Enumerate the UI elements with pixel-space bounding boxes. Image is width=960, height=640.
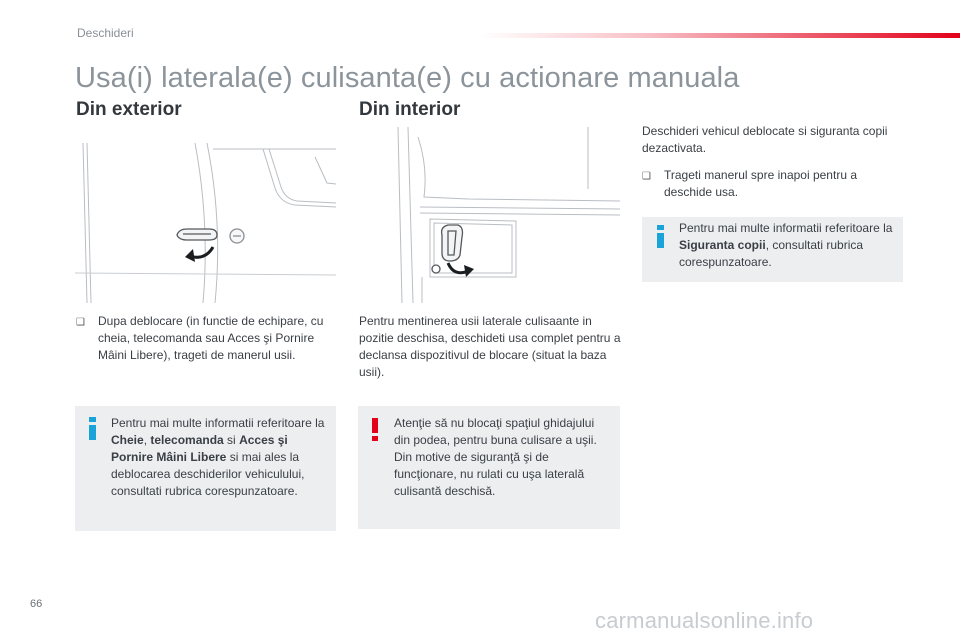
interior-warning-note-text: Atenţie să nu blocaţi spaţiul ghidajului din podea, pentru buna culisare a uşii. Din motive de siguranţă şi de funcţionare, nu rulati cu uşa laterală culisantă deschisă. — [394, 416, 597, 498]
right-step — [642, 167, 904, 201]
right-intro-text: Deschideri vehicul deblocate si siguranta copii dezactivata. — [642, 124, 888, 155]
header-accent-bar — [480, 33, 960, 38]
exterior-door-handle-illustration — [75, 143, 336, 303]
right-step-text: Trageti manerul spre inapoi pentru a deschide usa. — [664, 168, 857, 199]
info-icon — [657, 225, 664, 248]
right-info-note — [642, 217, 903, 282]
interior-text: Pentru mentinerea usii laterale culisaante in pozitie deschisa, deschideti usa complet pentru a declansa dispozitivul de blocare (situat la baza usii). — [359, 314, 621, 379]
exterior-handle — [177, 229, 244, 243]
right-info-note-text: Pentru mai multe informatii referitoare la Siguranta copii, consultati rubrica corespunzatoare. — [679, 221, 893, 269]
interior-handle — [432, 225, 463, 273]
page-number: 66 — [30, 598, 43, 610]
exterior-heading: Din exterior — [76, 99, 182, 120]
interior-heading: Din interior — [359, 99, 461, 120]
exterior-info-note — [75, 406, 336, 531]
warning-icon — [371, 418, 379, 442]
bullet-icon: ❑ — [76, 317, 85, 328]
section-label: Deschideri — [77, 26, 134, 40]
interior-door-handle-illustration — [358, 127, 620, 303]
page-title: Usa(i) laterala(e) culisanta(e) cu actionare manuala — [75, 62, 740, 94]
bullet-icon: ❑ — [642, 171, 651, 182]
exterior-step-text: Dupa deblocare (in functie de echipare, cu cheia, telecomanda sau Acces şi Pornire Mâini Libere), trageti de manerul usii. — [98, 314, 324, 362]
watermark: carmanualsonline.info — [595, 608, 814, 633]
exterior-step — [76, 313, 338, 364]
info-icon — [89, 417, 96, 440]
exterior-info-note-text: Pentru mai multe informatii referitoare la Cheie, telecomanda si Acces şi Pornire Mâini Libere si mai ales la deblocarea deschiderilor vehiculului, consultati rubrica corespunzatoare. — [111, 416, 325, 498]
interior-warning-note — [358, 406, 620, 529]
